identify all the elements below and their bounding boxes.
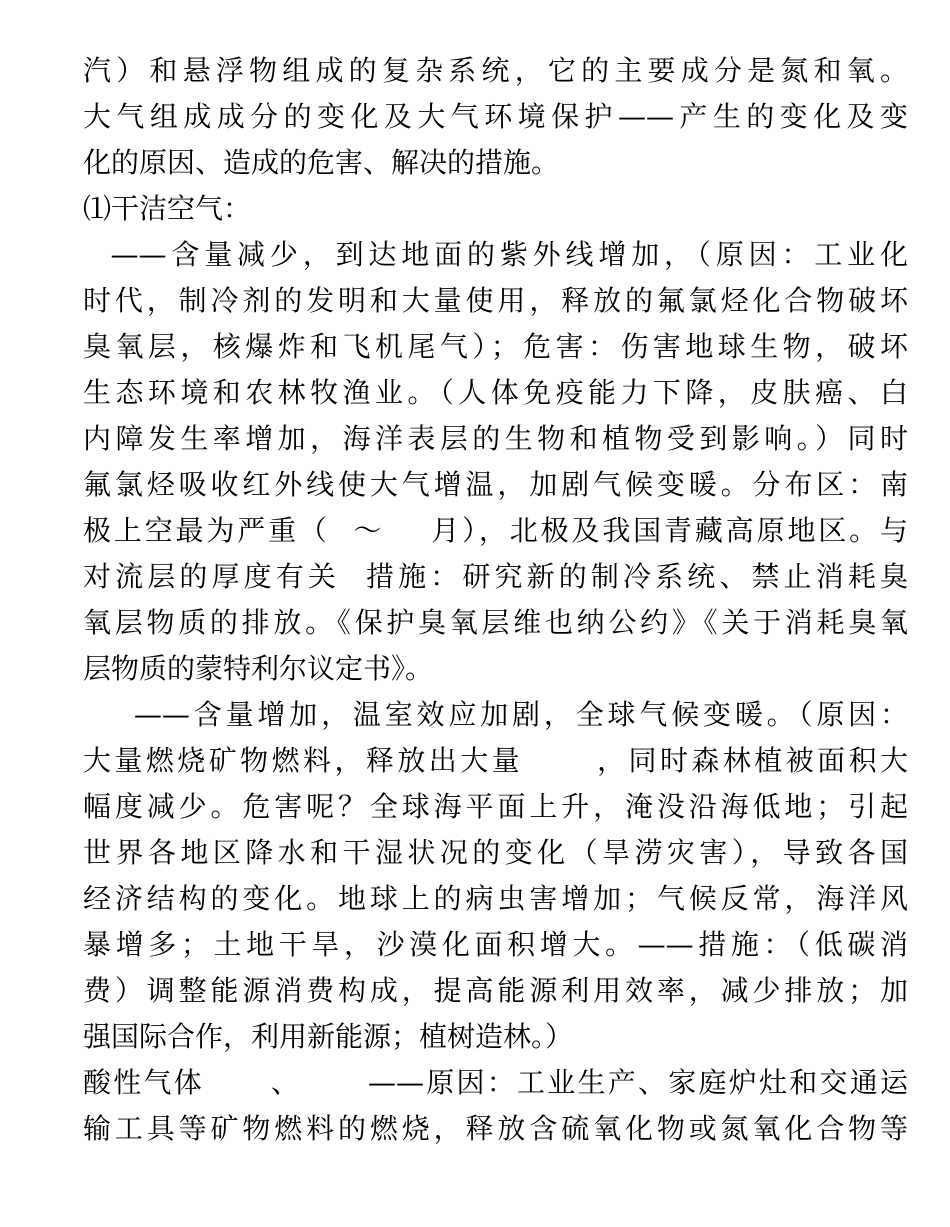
text-line: 氟氯烃吸收红外线使大气增温，加剧气候变暖。分布区：南 — [83, 468, 908, 501]
text-line: 世界各地区降水和干湿状况的变化（旱涝灾害），导致各国 — [83, 836, 908, 869]
text-line: 极上空最为严重（ ～ 月），北极及我国青藏高原地区。与 — [83, 514, 908, 547]
document-body — [83, 48, 908, 1152]
text-line: 汽）和悬浮物组成的复杂系统，它的主要成分是氮和氧。 — [83, 54, 908, 87]
text-line: 经济结构的变化。地球上的病虫害增加；气候反常，海洋风 — [83, 882, 908, 915]
text-line: 内障发生率增加，海洋表层的生物和植物受到影响。）同时 — [83, 422, 908, 455]
text-line: 费）调整能源消费构成，提高能源利用效率，减少排放；加 — [83, 974, 908, 1007]
text-line: 时代，制冷剂的发明和大量使用，释放的氟氯烃化合物破坏 — [83, 284, 908, 317]
text-line: 化的原因、造成的危害、解决的措施。 — [83, 146, 560, 179]
text-line: ——含量减少，到达地面的紫外线增加，（原因：工业化 — [83, 238, 908, 271]
text-line: 对流层的厚度有关 措施：研究新的制冷系统、禁止消耗臭 — [83, 560, 908, 593]
text-line: 臭氧层，核爆炸和飞机尾气）；危害：伤害地球生物，破坏 — [83, 330, 908, 363]
text-line: 生态环境和农林牧渔业。（人体免疫能力下降，皮肤癌、白 — [83, 376, 908, 409]
text-line: 输工具等矿物燃料的燃烧，释放含硫氧化物或氮氧化合物等 — [83, 1112, 908, 1145]
text-line: 幅度减少。危害呢？全球海平面上升，淹没沿海低地；引起 — [83, 790, 908, 823]
text-line: 酸性气体 、 ——原因：工业生产、家庭炉灶和交通运 — [83, 1066, 908, 1099]
text-line: 暴增多；土地干旱，沙漠化面积增大。——措施：（低碳消 — [83, 928, 908, 961]
text-line: 层物质的蒙特利尔议定书》。 — [83, 652, 434, 685]
text-line: 强国际合作，利用新能源；植树造林。） — [83, 1020, 574, 1053]
text-line: 氧层物质的排放。《保护臭氧层维也纳公约》《关于消耗臭氧 — [83, 606, 908, 639]
text-line: 大量燃烧矿物燃料，释放出大量 ，同时森林植被面积大 — [83, 744, 908, 777]
text-line: 大气组成成分的变化及大气环境保护——产生的变化及变 — [83, 100, 908, 133]
text-line: ——含量增加，温室效应加剧，全球气候变暖。（原因： — [83, 698, 908, 731]
text-line: ⑴干洁空气： — [83, 192, 252, 225]
